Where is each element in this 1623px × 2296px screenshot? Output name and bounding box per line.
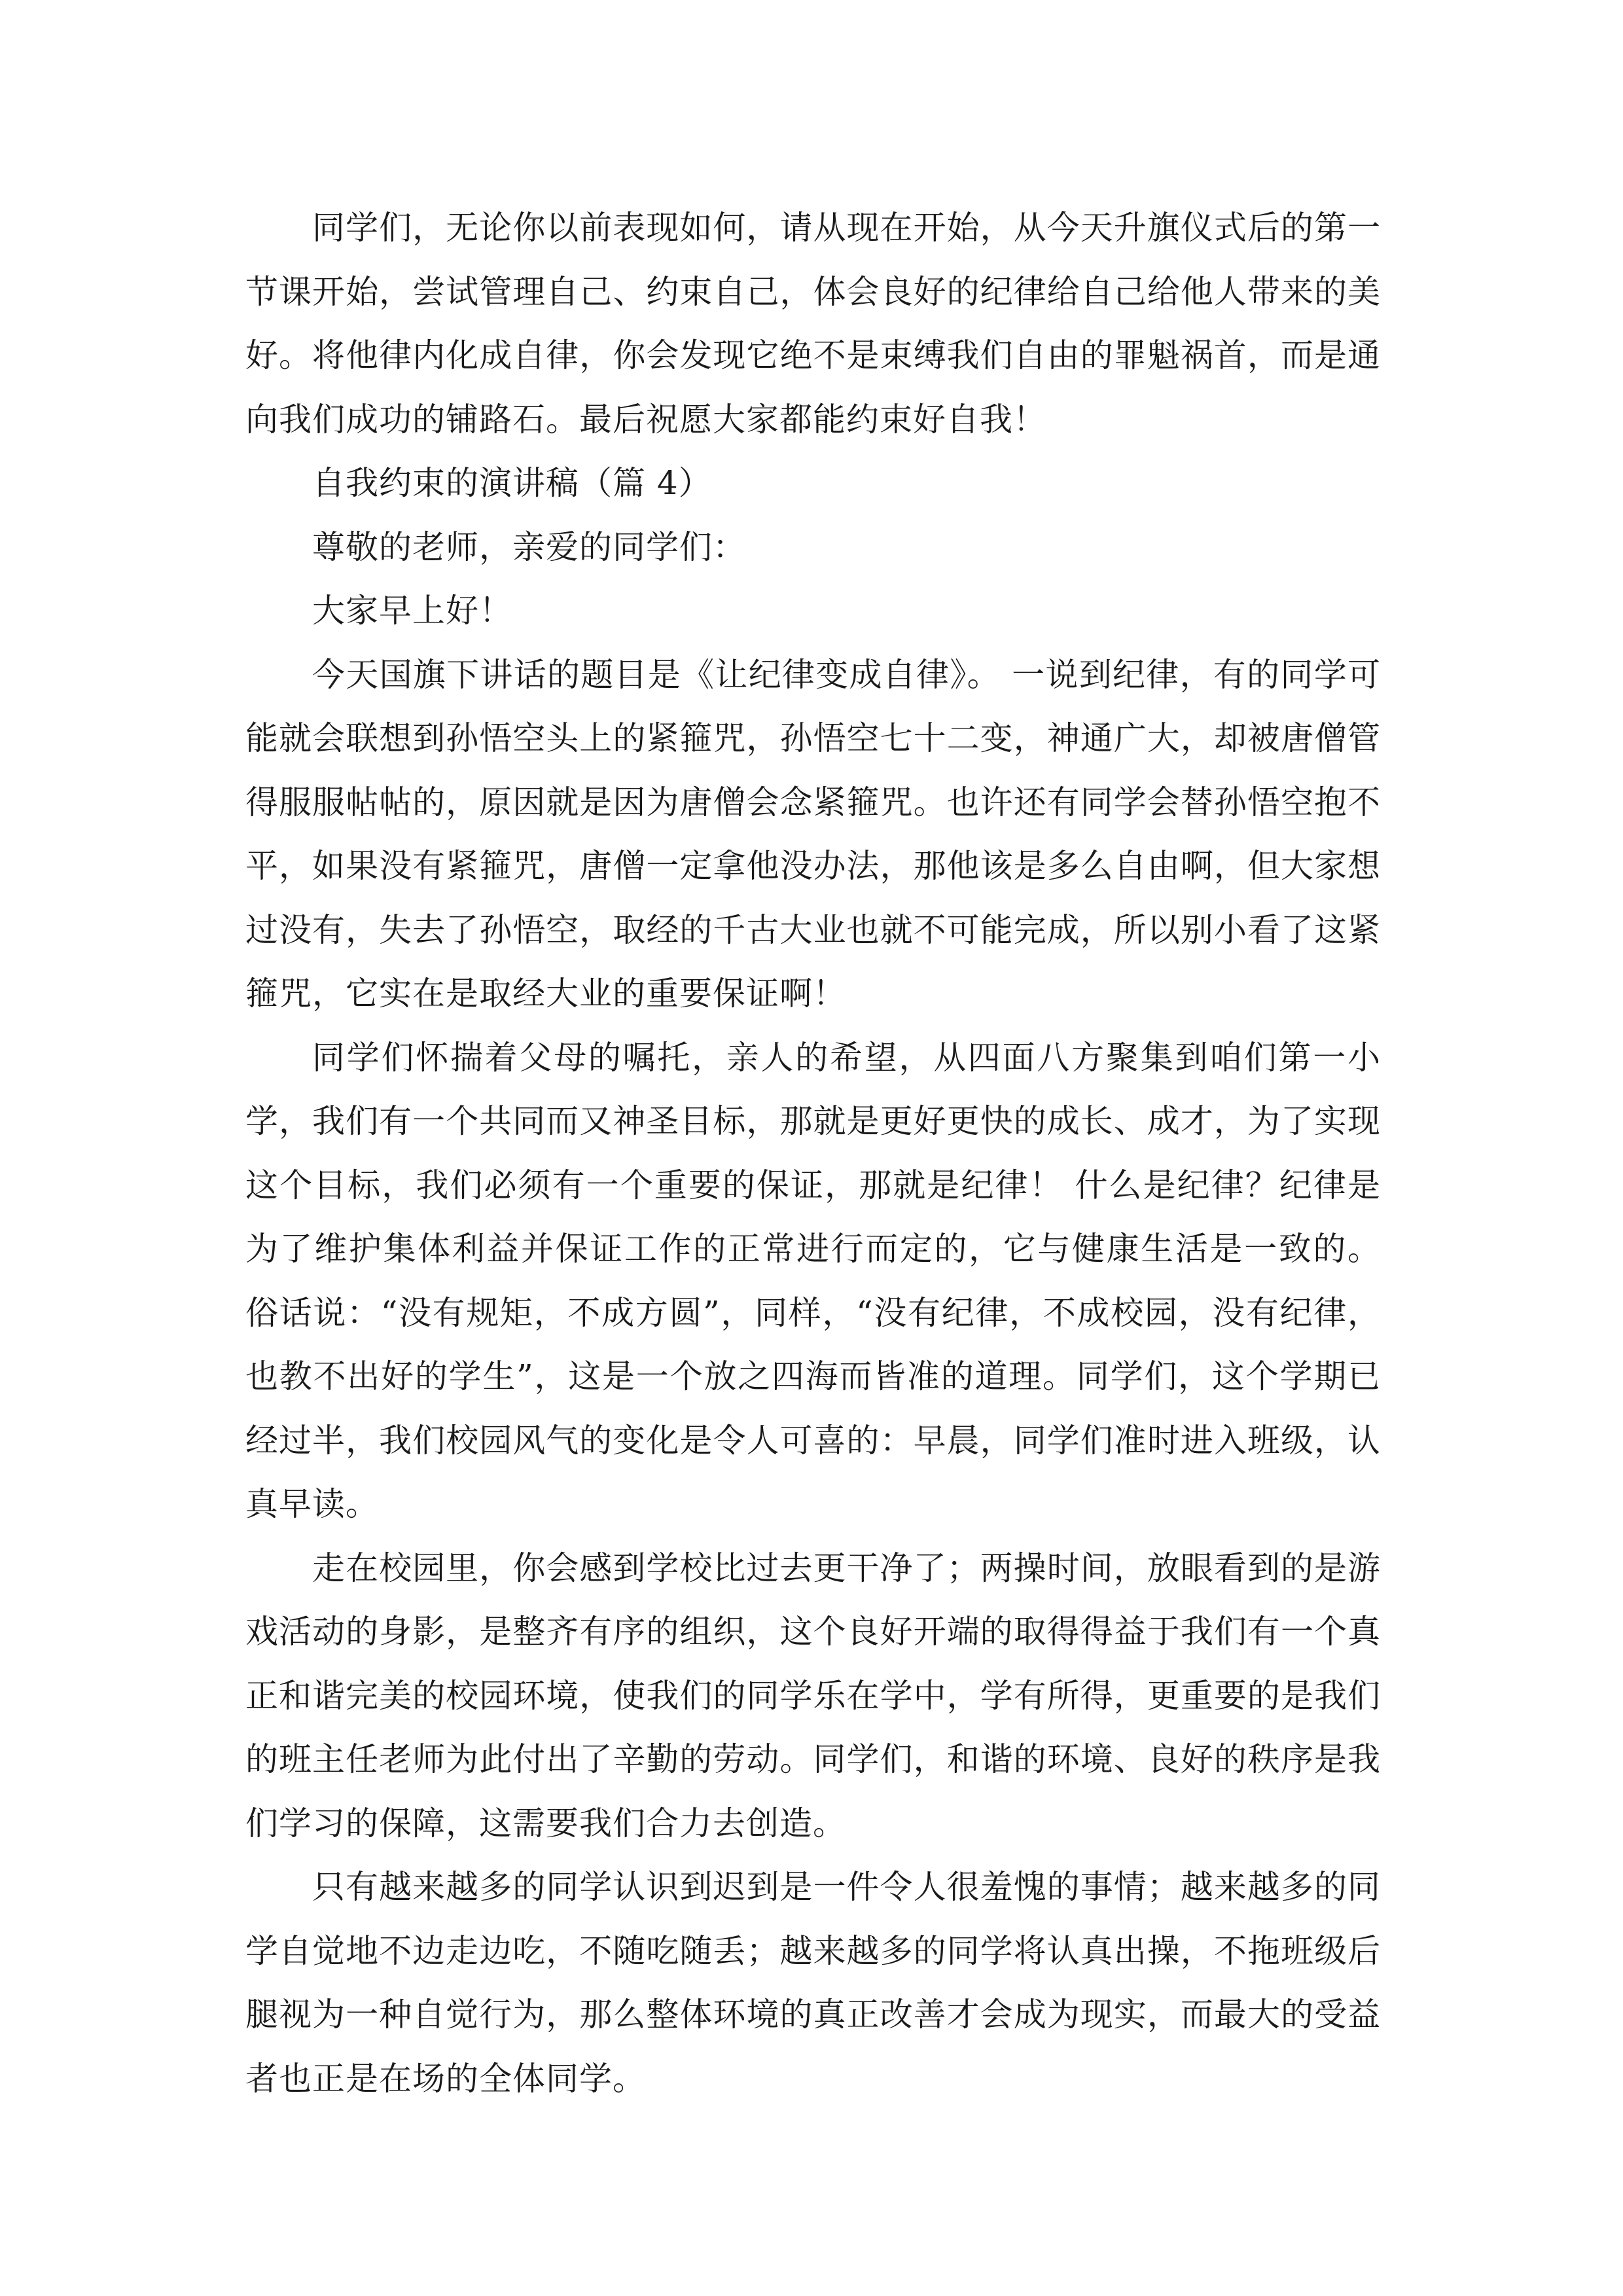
paragraph-conclusion: 只有越来越多的同学认识到迟到是一件令人很羞愧的事情；越来越多的同学自觉地不边走边吃，不随吃随丢；越来越多的同学将认真出操，不拖班级后腿视为一种自觉行为，那么整体环境的真正改善才会成为现实，而最大的受益者也正是在场的全体同学。: [245, 1868, 1381, 2098]
salutation: 尊敬的老师，亲爱的同学们：: [312, 528, 746, 566]
speech-title: 自我约束的演讲稿（篇 4）: [312, 464, 712, 502]
paragraph-topic: 今天国旗下讲话的题目是《让纪律变成自律》。 一说到纪律，有的同学可能就会联想到孙悟空头上的紧箍咒，孙悟空七十二变，神通广大，却被唐僧管得服服帖帖的，原因就是因为唐僧会念紧箍咒。也许还有同学会替孙悟空抱不平，如果没有紧箍咒，唐僧一定拿他没办法，那他该是多么自由啊，但大家想过没有，失去了孙悟空，取经的千古大业也就不可能完成，所以别小看了这紧箍咒，它实在是取经大业的重要保证啊！: [245, 655, 1381, 1013]
document-body: [245, 196, 1381, 2111]
paragraph-discipline: 同学们怀揣着父母的嘱托，亲人的希望，从四面八方聚集到咱们第一小学，我们有一个共同而又神圣目标，那就是更好更快的成长、成才，为了实现这个目标，我们必须有一个重要的保证，那就是纪律！ 什么是纪律？纪律是为了维护集体利益并保证工作的正常进行而定的，它与健康生活是一致的。 俗话说：“没有规矩，不成方圆”，同样，“没有纪律，不成校园，没有纪律，也教不出好的学生”，这是一个放之四海而皆准的道理。同学们，这个学期已经过半，我们校园风气的变化是令人可喜的：早晨，同学们准时进入班级，认真早读。: [245, 1038, 1381, 1523]
paragraph-closing: 同学们，无论你以前表现如何，请从现在开始，从今天升旗仪式后的第一节课开始，尝试管理自己、约束自己，体会良好的纪律给自己给他人带来的美好。将他律内化成自律，你会发现它绝不是束缚我们自由的罪魁祸首，而是通向我们成功的铺路石。最后祝愿大家都能约束好自我！: [245, 209, 1381, 439]
paragraph-campus: 走在校园里，你会感到学校比过去更干净了；两操时间，放眼看到的是游戏活动的身影，是整齐有序的组织，这个良好开端的取得得益于我们有一个真正和谐完美的校园环境，使我们的同学乐在学中，学有所得，更重要的是我们的班主任老师为此付出了辛勤的劳动。同学们，和谐的环境、良好的秩序是我们学习的保障，这需要我们合力去创造。: [245, 1549, 1381, 1842]
greeting: 大家早上好！: [312, 592, 512, 630]
